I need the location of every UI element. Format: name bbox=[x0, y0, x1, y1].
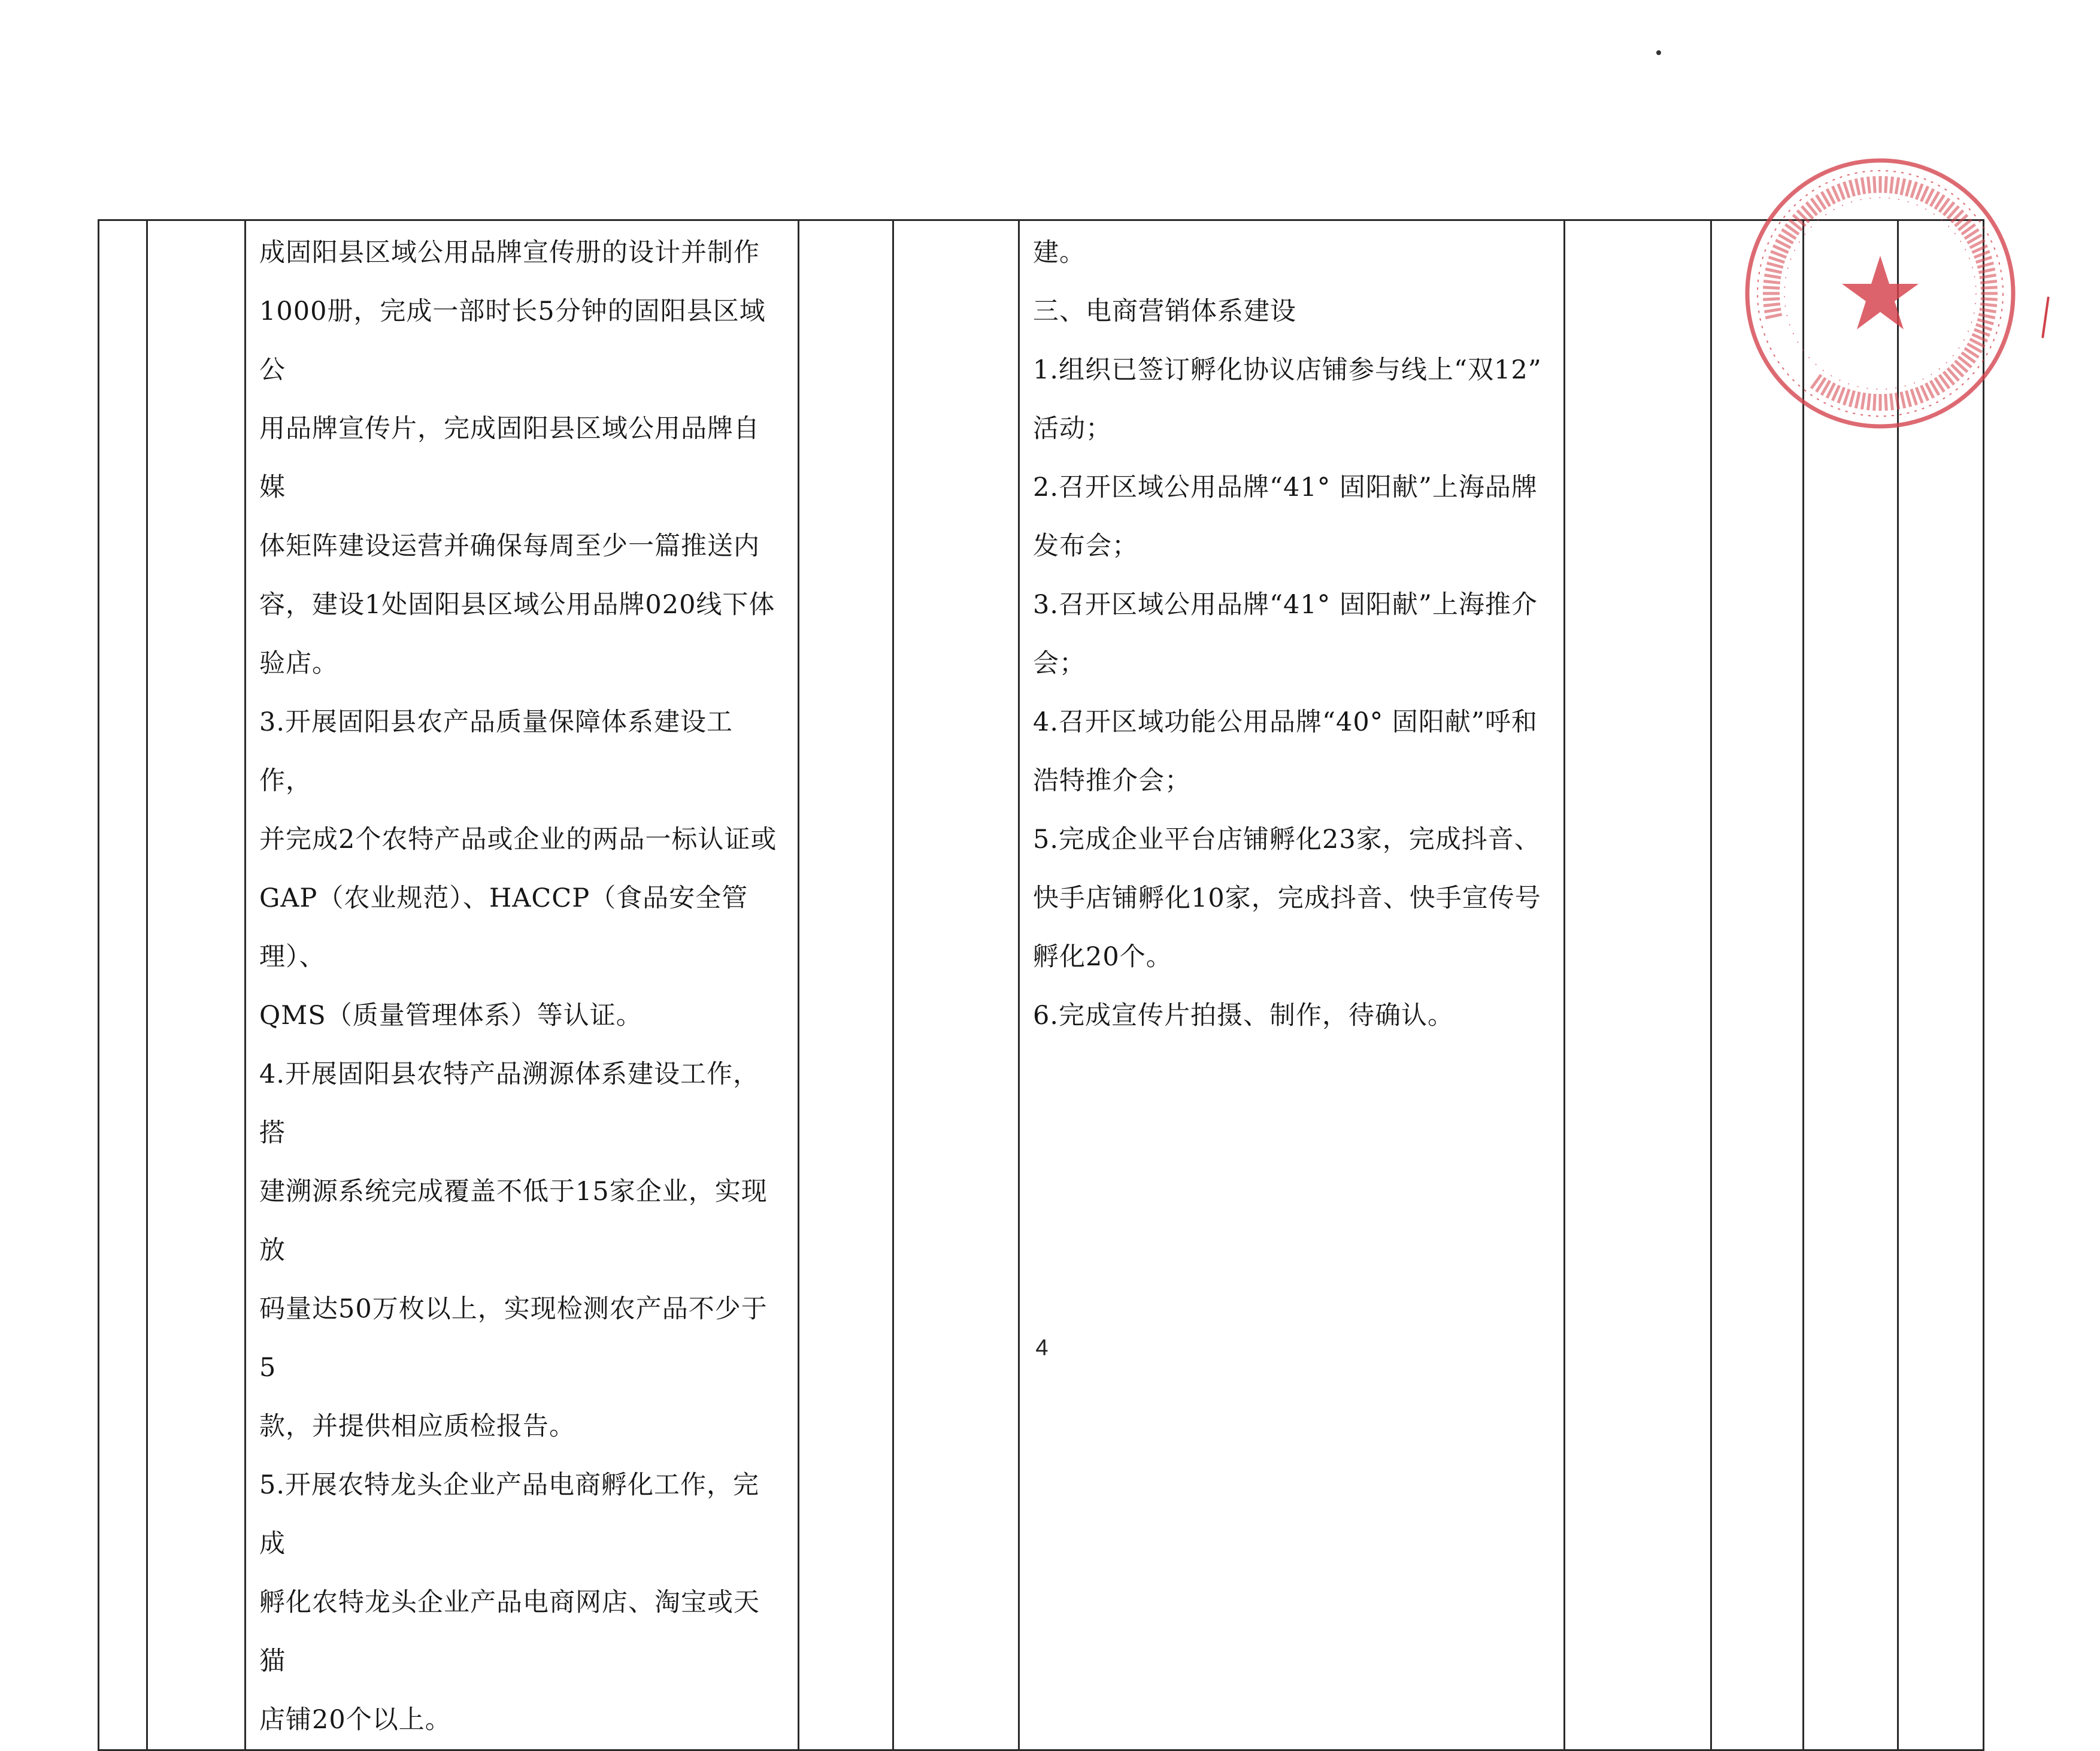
text-line: 活动； bbox=[1033, 414, 1112, 444]
scan-speck bbox=[1656, 50, 1661, 55]
seal-tick bbox=[1896, 177, 1898, 194]
seal-tick bbox=[1838, 387, 1844, 403]
table-cell-progress bbox=[1019, 220, 1565, 1750]
text-line: 款，并提供相应质检报告。 bbox=[259, 1411, 575, 1441]
official-seal bbox=[1740, 153, 2021, 434]
table-cell-8 bbox=[1711, 220, 1804, 1750]
text-line: 6.完成宣传片拍摄、制作，待确认。 bbox=[1033, 1001, 1454, 1031]
text-line: 成固阳县区域公用品牌宣传册的设计并制作 bbox=[259, 238, 760, 268]
seal-tick bbox=[1856, 392, 1859, 408]
table-cell-2 bbox=[147, 220, 246, 1750]
seal-tick bbox=[1980, 304, 1997, 306]
seal-tick bbox=[1862, 393, 1864, 410]
text-line: 5.完成企业平台店铺孵化23家，完成抖音、 bbox=[1033, 825, 1541, 855]
text-line: 孵化农特龙头企业产品电商网店、淘宝或天猫 bbox=[259, 1588, 760, 1676]
text-line: 码量达50万枚以上，实现检测农产品不少于5 bbox=[259, 1294, 768, 1383]
text-line: 4.开展固阳县农特产品溯源体系建设工作，搭 bbox=[259, 1059, 760, 1148]
seal-tick bbox=[1844, 182, 1849, 198]
table-cell-7 bbox=[1565, 220, 1711, 1750]
page-number: 4 bbox=[1035, 1335, 1049, 1361]
seal-tick bbox=[1856, 178, 1859, 195]
seal-tick bbox=[1906, 390, 1910, 407]
table-cell-1 bbox=[99, 220, 147, 1750]
seal-tick bbox=[1980, 275, 1996, 277]
seal-tick bbox=[1891, 177, 1893, 193]
seal-tick bbox=[1763, 304, 1780, 306]
seal-tick bbox=[1868, 177, 1870, 193]
seal-tick bbox=[1980, 309, 1996, 311]
text-line: 发布会； bbox=[1033, 531, 1138, 561]
text-line: 用品牌宣传片，完成固阳县区域公用品牌自媒 bbox=[259, 414, 760, 502]
seal-tick bbox=[1838, 184, 1844, 199]
seal-tick bbox=[1981, 287, 1998, 288]
seal-tick bbox=[1771, 252, 1786, 258]
text-line: 体矩阵建设运营并确保每周至少一篇推送内 bbox=[259, 531, 760, 561]
table-cell-10 bbox=[1898, 220, 1984, 1750]
seal-tick bbox=[1874, 394, 1875, 411]
seal-tick bbox=[1764, 309, 1781, 311]
text-line: 建溯源系统完成覆盖不低于15家企业，实现放 bbox=[259, 1177, 768, 1265]
seal-tick bbox=[1763, 281, 1780, 283]
seal-tick bbox=[1974, 252, 1990, 258]
seal-tick bbox=[1976, 325, 1992, 330]
text-line: 快手店铺孵化10家，完成抖音、快手宣传号 bbox=[1033, 883, 1541, 913]
seal-tick bbox=[1850, 390, 1854, 407]
text-line: 2.召开区域公用品牌“41° 固阳献”上海品牌 bbox=[1033, 472, 1538, 502]
seal-tick bbox=[1916, 184, 1922, 199]
text-line: 三、电商营销体系建设 bbox=[1033, 296, 1296, 326]
document-table-wrapper bbox=[98, 219, 1983, 1735]
text-line: 浩特推介会； bbox=[1033, 766, 1191, 796]
seal-tick bbox=[1896, 393, 1898, 410]
seal-tick bbox=[1976, 257, 1992, 262]
seal-tick bbox=[1891, 393, 1893, 410]
tasks-text bbox=[246, 221, 798, 1749]
text-line: 孵化20个。 bbox=[1033, 942, 1172, 972]
seal-tick bbox=[1911, 389, 1917, 405]
seal-tick bbox=[1978, 269, 1995, 272]
seal-tick bbox=[1977, 263, 1993, 267]
seal-tick bbox=[1874, 176, 1875, 193]
progress-text bbox=[1020, 221, 1563, 1045]
seal-tick bbox=[1763, 287, 1780, 288]
seal-tick bbox=[1868, 393, 1870, 410]
seal-tick bbox=[1769, 257, 1785, 262]
text-line: 建。 bbox=[1033, 238, 1086, 268]
text-line: 店铺20个以上。 bbox=[259, 1705, 451, 1735]
seal-tick bbox=[1765, 314, 1781, 318]
seal-tick bbox=[1980, 281, 1997, 283]
seal-tick bbox=[1901, 178, 1905, 195]
text-line: 5.开展农特龙头企业产品电商孵化工作，完成 bbox=[259, 1470, 760, 1559]
table-cell-9 bbox=[1804, 220, 1898, 1750]
text-line: 3.开展固阳县农产品质量保障体系建设工作， bbox=[259, 707, 734, 796]
seal-tick bbox=[1916, 387, 1922, 403]
text-line: GAP（农业规范）、HACCP（食品安全管理）、 bbox=[259, 883, 749, 972]
seal-tick bbox=[1978, 314, 1995, 318]
seal-tick bbox=[1765, 269, 1781, 272]
text-line: 3.召开区域公用品牌“41° 固阳献”上海推介 bbox=[1033, 590, 1538, 620]
table-cell-4 bbox=[799, 220, 893, 1750]
seal-tick bbox=[1977, 319, 1993, 323]
seal-tick bbox=[1844, 389, 1849, 405]
text-line: 1000册，完成一部时长5分钟的固阳县区域公 bbox=[259, 296, 766, 385]
text-line: 会； bbox=[1033, 649, 1086, 678]
seal-tick bbox=[1850, 180, 1854, 196]
seal-tick bbox=[1764, 275, 1781, 277]
table-cell-5 bbox=[893, 220, 1019, 1750]
seal-tick bbox=[1906, 180, 1910, 196]
text-line: 4.召开区域功能公用品牌“40° 固阳献”呼和 bbox=[1033, 707, 1538, 737]
seal-edge-mark bbox=[2041, 296, 2050, 338]
seal-tick bbox=[1911, 182, 1917, 198]
seal-tick bbox=[1767, 263, 1783, 267]
table-cell-tasks bbox=[246, 220, 799, 1750]
document-table bbox=[98, 219, 1984, 1751]
seal-tick bbox=[1862, 177, 1864, 194]
table-row bbox=[99, 220, 1984, 1750]
seal-tick bbox=[1901, 392, 1905, 408]
text-line: 验店。 bbox=[259, 649, 338, 678]
seal-tick bbox=[1974, 329, 1990, 335]
text-line: QMS（质量管理体系）等认证。 bbox=[259, 1001, 643, 1031]
text-line: 并完成2个农特产品或企业的两品一标认证或 bbox=[259, 825, 777, 855]
star-icon bbox=[1842, 256, 1919, 329]
text-line: 容，建设1处固阳县区域公用品牌020线下体 bbox=[259, 590, 775, 620]
text-line: 1.组织已签订孵化协议店铺参与线上“双12” bbox=[1033, 355, 1542, 385]
